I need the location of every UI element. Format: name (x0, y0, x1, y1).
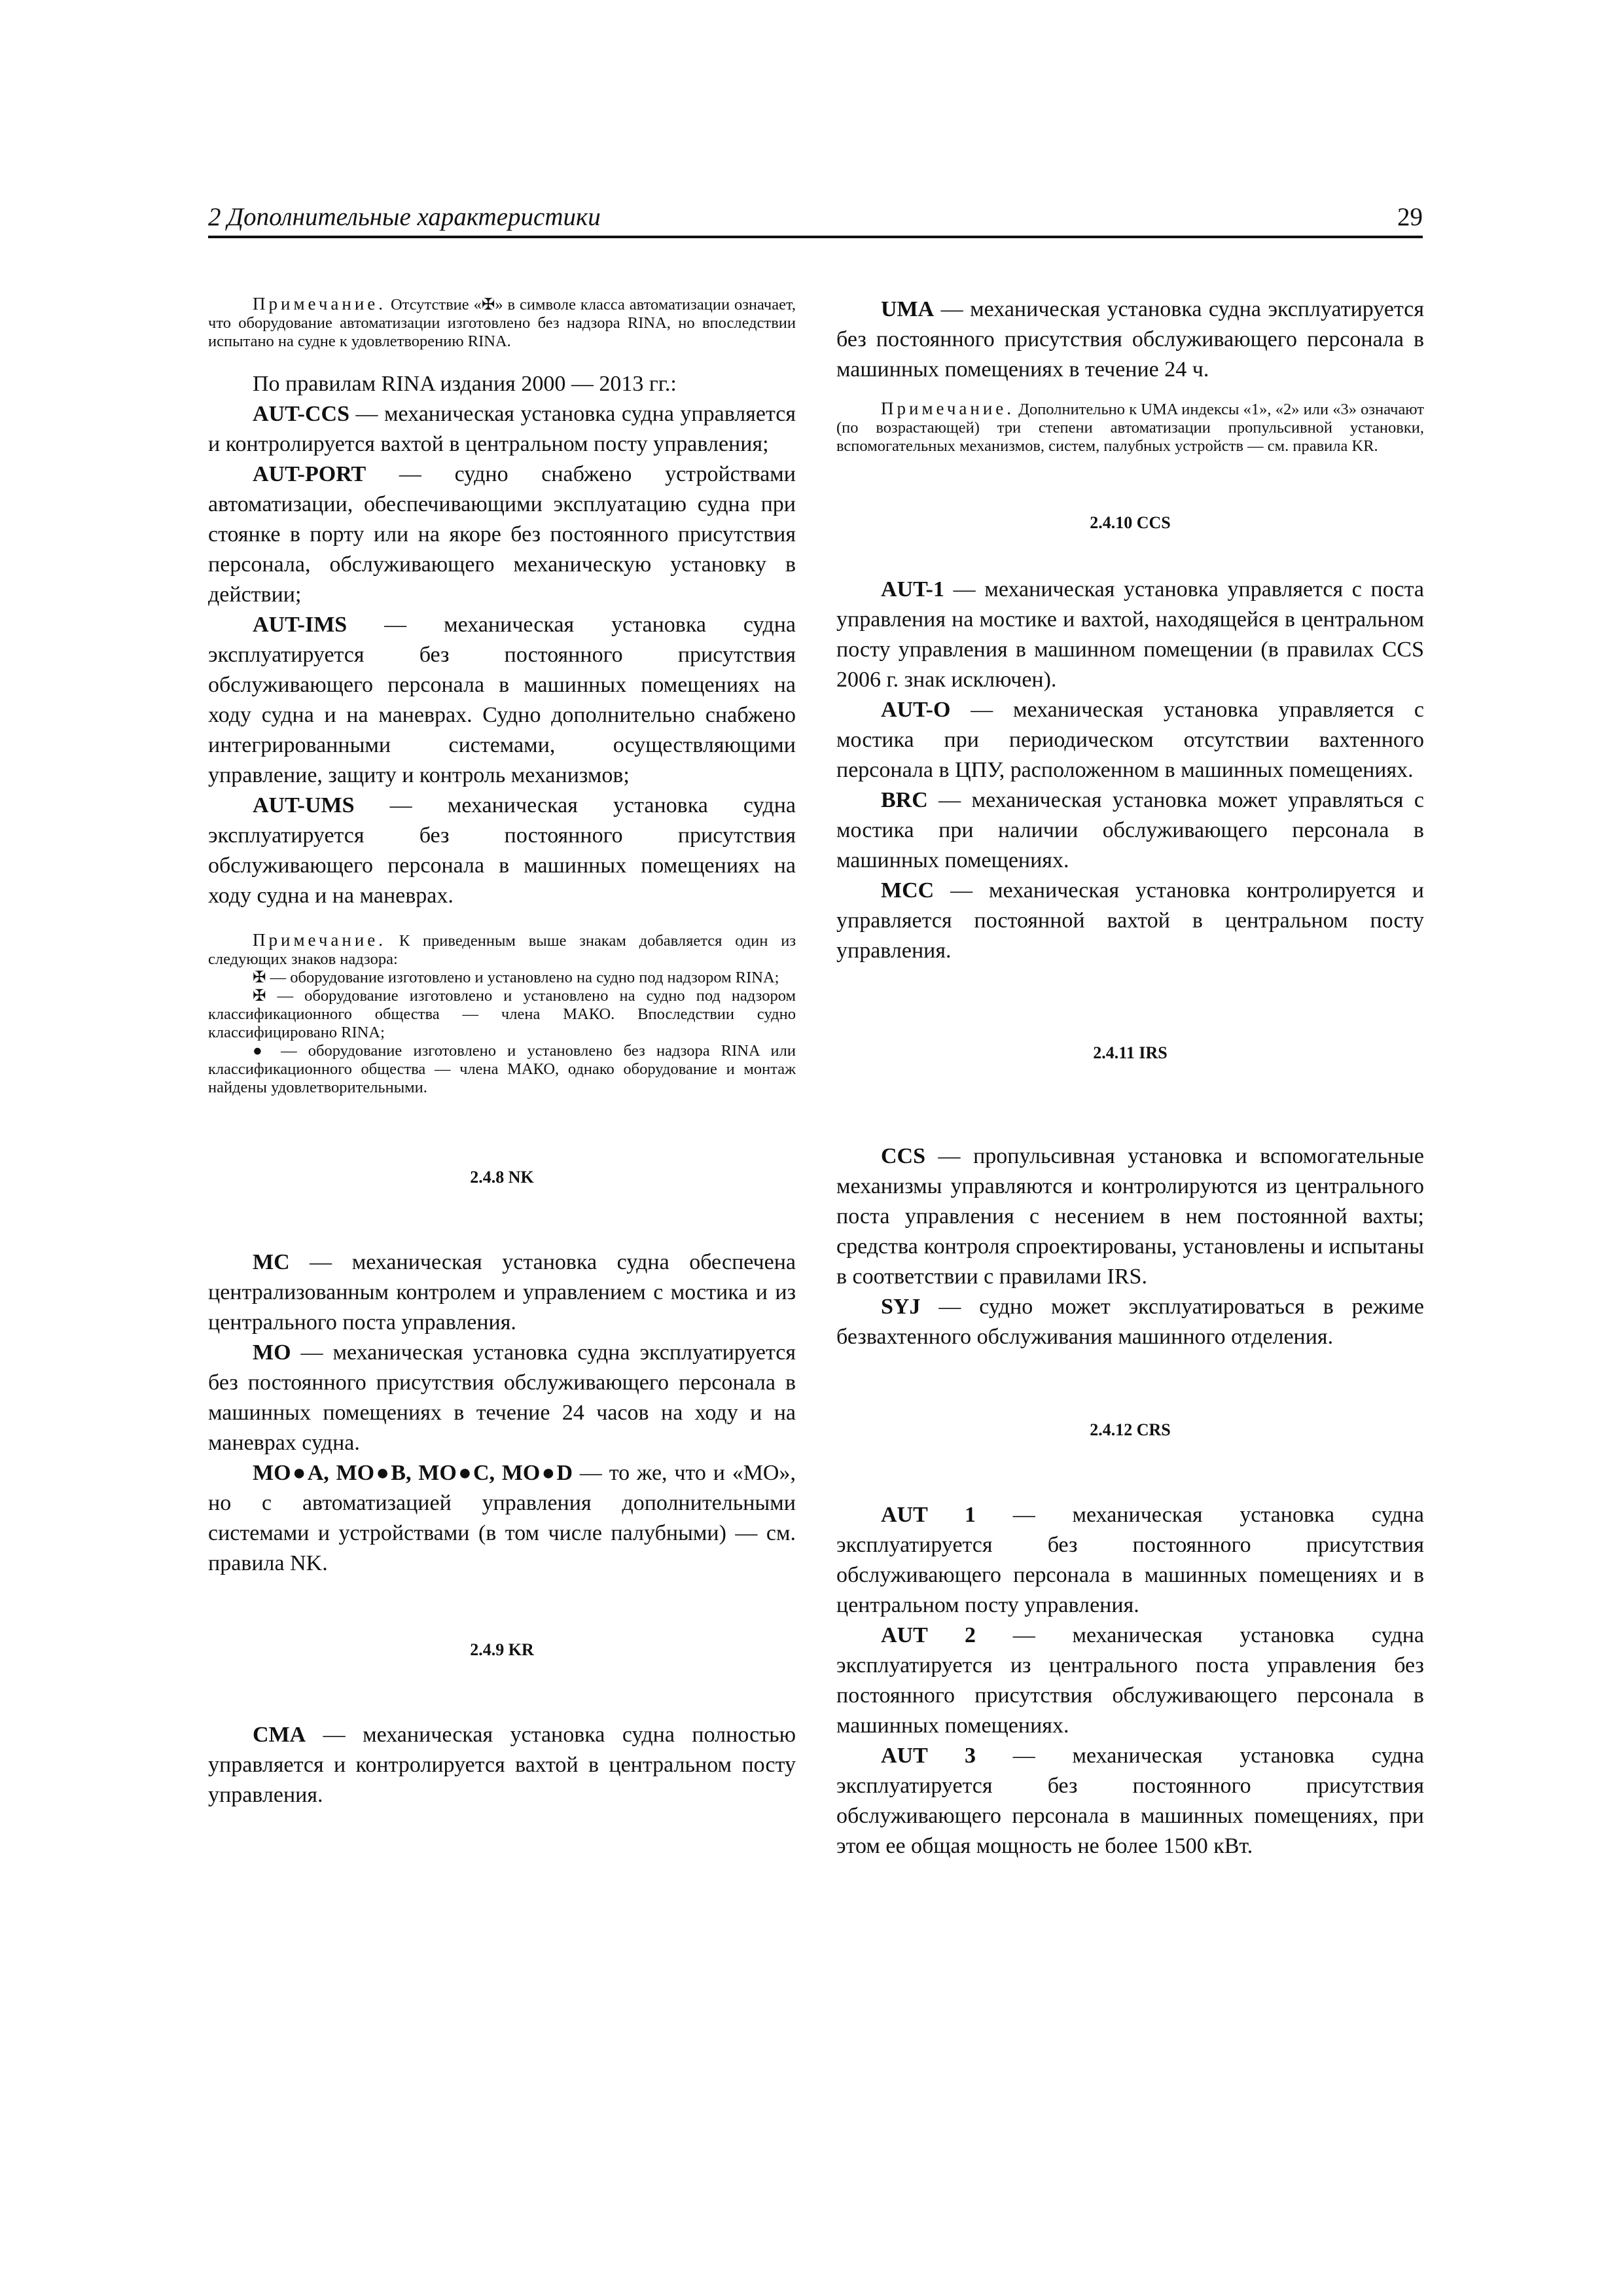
term: AUT 1 (881, 1503, 976, 1527)
term: MC (253, 1250, 290, 1274)
definition-aut-2-crs (836, 1621, 1424, 1741)
page-header (208, 196, 1423, 238)
definition-mo-variants (208, 1458, 796, 1579)
definition-text: — механическая установка управляется с поста управления на мостике и вахтой, находящейся в центральном посту управления в машинном помещении (в правилах CCS 2006 г. знак исключен). (836, 577, 1424, 692)
definition-aut-3-crs (836, 1741, 1424, 1861)
term: AUT 2 (881, 1623, 976, 1647)
definition-aut-port (208, 459, 796, 610)
definition-text: — механическая установка контролируется и управляется постоянной вахтой в центральном посту управления. (836, 878, 1424, 963)
definition-ccs (836, 1141, 1424, 1292)
note-intro: К приведенным выше знакам добавляется один из следующих знаков надзора: (208, 932, 796, 968)
definition-text: — механическая установка судна эксплуатируется без постоянного присутствия обслуживающего персонала в машинных помещениях на ходу судна и на маневрах. Судно дополнительно снабжено интегрированными системами, осуществляющими управление, защиту и контроль механизмов; (208, 613, 796, 787)
section-heading-crs: 2.4.12 CRS (1090, 1420, 1171, 1439)
term: AUT 3 (881, 1744, 976, 1768)
section-heading-ccs: 2.4.10 CCS (1090, 513, 1171, 532)
note-text: Дополнительно к UMA индексы «1», «2» или «3» означают (по возрастающей) три степени автоматизации пропульсивной установки, вспомогательных механизмов, систем, палубных устройств — см. правила KR. (836, 401, 1424, 455)
section-heading-kr: 2.4.9 KR (470, 1640, 534, 1659)
note-supervision-marks (208, 931, 796, 1097)
definition-cma (208, 1720, 796, 1810)
definition-mc (208, 1247, 796, 1338)
running-title: 2 Дополнительные характеристики (208, 203, 601, 231)
definition-text: — механическая установка судна эксплуатируется без постоянного присутствия обслуживающего персонала в машинных помещениях и в центральном посту управления. (836, 1503, 1425, 1617)
definition-text: — механическая установка судна эксплуатируется без постоянного присутствия обслуживающего персонала в машинных помещениях в течение 24 ч. (836, 297, 1424, 382)
definition-uma (836, 295, 1424, 385)
definition-mcc (836, 876, 1424, 966)
definition-text: — судно снабжено устройствами автоматизации, обеспечивающими эксплуатацию судна при стоянке в порту или на якоре без постоянного присутствия персонала, обслуживающего механическую установку в действии; (208, 462, 796, 607)
page-number: 29 (1397, 203, 1423, 231)
term: UMA (881, 297, 935, 321)
definition-text: — пропульсивная установка и вспомогательные механизмы управляются и контролируются из центрального поста управления с несением в нем постоянной вахты; средства контроля спроектированы, установлены и испытаны в соответствии с правилами IRS. (836, 1144, 1424, 1289)
term: MO (253, 1340, 291, 1365)
right-column (836, 295, 1424, 1861)
definition-text: — механическая установка судна полностью управляется и контролируется вахтой в центральном посту управления. (208, 1723, 796, 1807)
term: CCS (881, 1144, 926, 1168)
definition-aut-ccs (208, 399, 796, 459)
term: MCC (881, 878, 935, 903)
note-item: ✠ — оборудование изготовлено и установлено на судно под надзором классификационного общества — члена МАКО. Впоследствии судно классифицировано RINA; (208, 987, 796, 1041)
term: AUT-O (881, 698, 951, 722)
definition-text: — то же, что и «MO», но с автоматизацией управления дополнительными системами и устройствами (в том числе палубными) — см. правила NK. (208, 1461, 796, 1575)
definition-text: — механическая установка судна эксплуатируется из центрального поста управления без постоянного присутствия обслуживающего персонала в машинных помещениях. (836, 1623, 1425, 1738)
section-heading-irs: 2.4.11 IRS (1093, 1043, 1168, 1062)
note-automation-mark (208, 295, 796, 351)
definition-text: — механическая установка судна эксплуатируется без постоянного присутствия обслуживающего персонала в машинных помещениях в течение 24 часов на ходу и на маневрах судна. (208, 1340, 796, 1455)
definition-mo (208, 1338, 796, 1458)
term: AUT-PORT (253, 462, 366, 486)
definition-text: — механическая установка судна эксплуатируется без постоянного присутствия обслуживающего персонала в машинных помещениях, при этом ее общая мощность не более 1500 кВт. (836, 1744, 1425, 1858)
definition-syj (836, 1292, 1424, 1352)
note-text: Отсутствие «✠» в символе класса автоматизации означает, что оборудование автоматизации изготовлено без надзора RINA, но впоследствии испытано на судне к удовлетворению RINA. (208, 296, 796, 350)
note-label: Примечание. (253, 294, 387, 314)
term: BRC (881, 788, 928, 812)
definition-text: — механическая установка судна эксплуатируется без постоянного присутствия обслуживающего персонала в машинных помещениях на ходу судна и на маневрах. (208, 793, 796, 908)
definition-brc (836, 785, 1424, 876)
term: CMA (253, 1723, 306, 1747)
note-item: ● — оборудование изготовлено и установлено без надзора RINA или классификационного общества — члена МАКО, однако оборудование и монтаж найдены удовлетворительными. (208, 1042, 796, 1096)
term: AUT-CCS (253, 402, 350, 426)
term: AUT-IMS (253, 613, 348, 637)
rina-intro: По правилам RINA издания 2000 — 2013 гг.: (253, 372, 677, 396)
term: MO●A, MO●B, MO●C, MO●D (253, 1461, 573, 1485)
note-uma-indices (836, 399, 1424, 456)
definition-text: — механическая установка судна обеспечена централизованным контролем и управлением с мостика и из центрального поста управления. (208, 1250, 796, 1335)
term: AUT-1 (881, 577, 944, 601)
definition-text: — судно может эксплуатироваться в режиме безвахтенного обслуживания машинного отделения. (836, 1295, 1424, 1349)
section-heading-nk: 2.4.8 NK (470, 1168, 534, 1187)
note-item: ✠ — оборудование изготовлено и установлено на судно под надзором RINA; (253, 969, 779, 986)
definition-aut-1 (836, 575, 1424, 695)
definition-aut-1-crs (836, 1500, 1424, 1621)
definition-text: — механическая установка может управляться с мостика при наличии обслуживающего персонала в машинных помещениях. (836, 788, 1424, 872)
term: AUT-UMS (253, 793, 355, 817)
definition-aut-ims (208, 610, 796, 791)
left-column (208, 295, 796, 1810)
definition-aut-o (836, 695, 1424, 785)
note-label: Примечание. (881, 399, 1015, 418)
definition-aut-ums (208, 791, 796, 911)
term: SYJ (881, 1295, 921, 1319)
note-label: Примечание. (253, 930, 387, 950)
definition-text: — механическая установка судна управляется и контролируется вахтой в центральном посту управления; (208, 402, 796, 456)
definition-text: — механическая установка управляется с мостика при периодическом отсутствии вахтенного персонала в ЦПУ, расположенном в машинных помещениях. (836, 698, 1424, 782)
